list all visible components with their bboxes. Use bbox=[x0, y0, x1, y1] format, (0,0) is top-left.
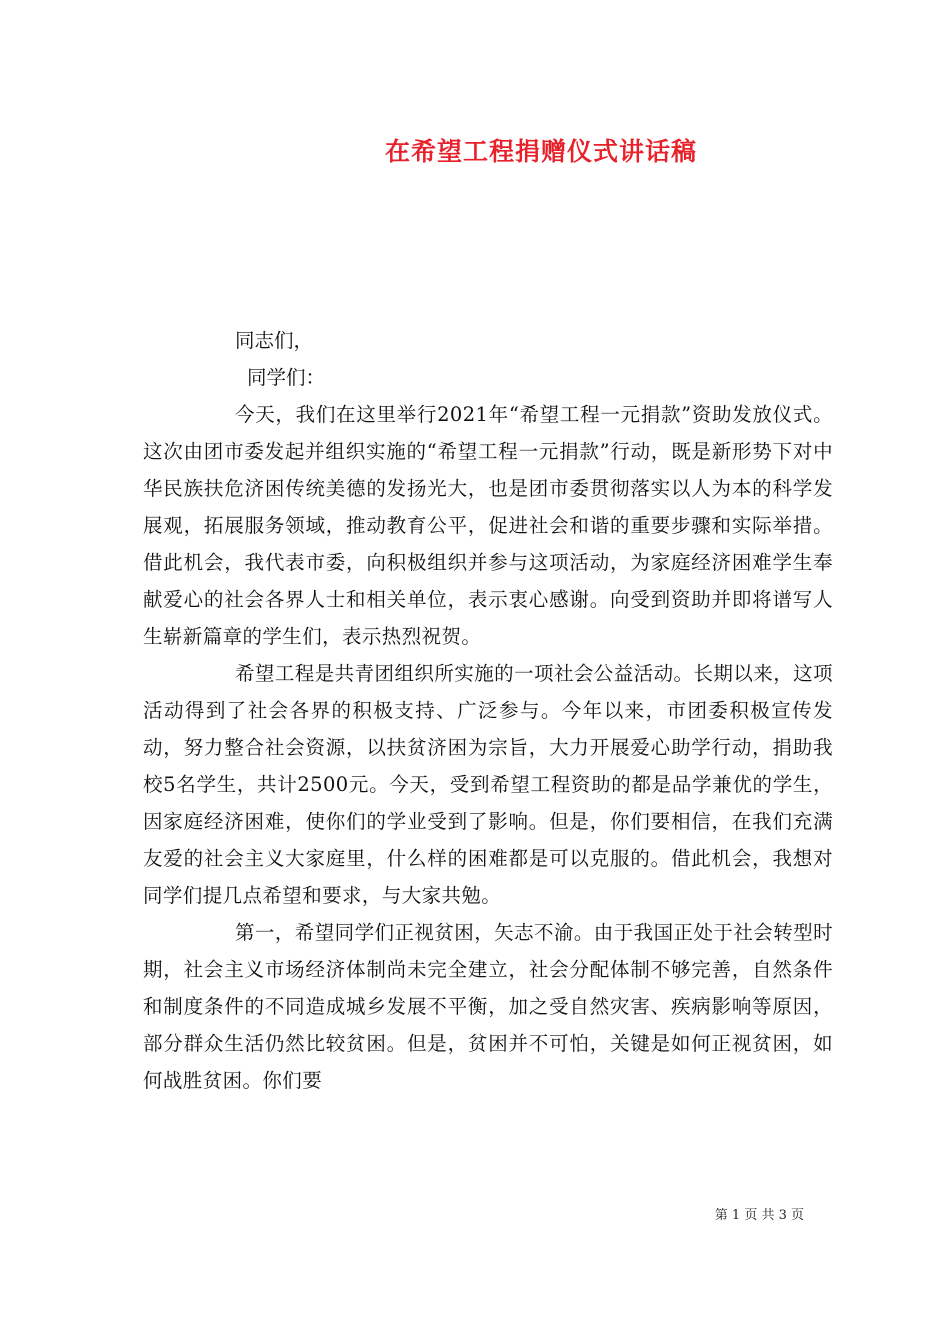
document-title: 在希望工程捐赠仪式讲话稿 bbox=[384, 137, 697, 166]
page-number-footer: 第 1 页 共 3 页 bbox=[714, 1208, 804, 1223]
document-body bbox=[143, 322, 833, 1099]
paragraph-hope-project: 希望工程是共青团组织所实施的一项社会公益活动。长期以来，这项活动得到了社会各界的积极支持、广泛参与。今年以来，市团委积极宣传发动，努力整合社会资源，以扶贫济困为宗旨，大力开展爱心助学行动，捐助我校5名学生，共计2500元。今天，受到希望工程资助的都是品学兼优的学生，因家庭经济困难，使你们的学业受到了影响。但是，你们要相信，在我们充满友爱的社会主义大家庭里，什么样的困难都是可以克服的。借此机会，我想对同学们提几点希望和要求，与大家共勉。 bbox=[143, 662, 833, 907]
salutation-comrades: 同志们， bbox=[235, 329, 314, 352]
paragraph-opening: 今天，我们在这里举行2021年“希望工程一元捐款”资助发放仪式。这次由团市委发起并组织实施的“希望工程一元捐款”行动，既是新形势下对中华民族扶危济困传统美德的发扬光大，也是团市委贯彻落实以人为本的科学发展观，拓展服务领域，推动教育公平，促进社会和谐的重要步骤和实际举措。借此机会，我代表市委，向积极组织并参与这项活动，为家庭经济困难学生奉献爱心的社会各界人士和相关单位，表示衷心感谢。向受到资助并即将谱写人生崭新篇章的学生们，表示热烈祝贺。 bbox=[143, 403, 833, 648]
paragraph-first-hope: 第一，希望同学们正视贫困，矢志不渝。由于我国正处于社会转型时期，社会主义市场经济体制尚未完全建立，社会分配体制不够完善，自然条件和制度条件的不同造成城乡发展不平衡，加之受自然灾害、疾病影响等原因，部分群众生活仍然比较贫困。但是，贫困并不可怕，关键是如何正视贫困，如何战胜贫困。你们要 bbox=[143, 921, 833, 1092]
salutation-students: 同学们： bbox=[247, 366, 326, 389]
